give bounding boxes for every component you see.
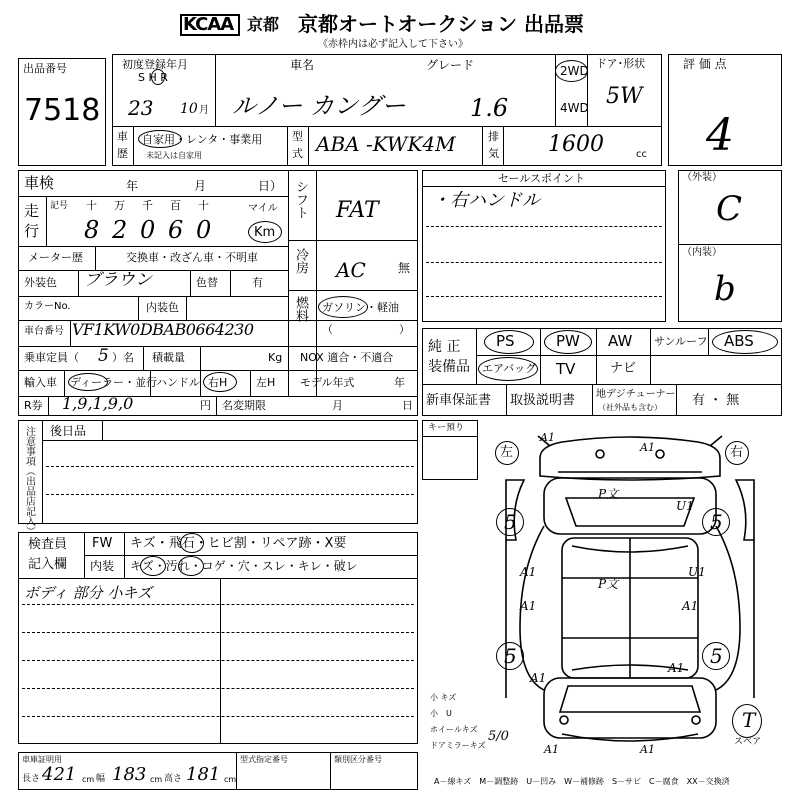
meter-history-label: メーター歴 — [28, 251, 83, 264]
r-ken-label: R券 — [24, 399, 43, 412]
height-value: 181 — [186, 764, 221, 785]
displacement: 1600 — [548, 132, 604, 157]
interior-inspect-label: 内装 — [90, 559, 115, 573]
tire-depth: 5 — [710, 644, 723, 668]
ac-value: AC — [336, 258, 366, 282]
spare-label: スペア — [734, 737, 762, 747]
listing-number: 7518 — [24, 93, 101, 128]
era-circle — [151, 69, 165, 85]
length-value: 421 — [42, 764, 77, 785]
tire-depth: 5 — [504, 644, 517, 668]
grade: 1.6 — [470, 94, 509, 122]
interior-grade-label: （内装） — [682, 247, 722, 258]
capacity-label: 乗車定員（ — [24, 351, 79, 364]
interior-grade: b — [714, 269, 736, 309]
exterior-grade: C — [716, 189, 743, 229]
digit-label: 百 — [170, 199, 181, 212]
dealer-circle — [68, 373, 108, 391]
notes-label: 注意事項（出品店記入） — [23, 426, 35, 536]
damage-mark: A1 — [682, 599, 699, 613]
damage-mark: A1 — [520, 565, 537, 579]
inspector-note: ボディ 部分 小キズ — [24, 584, 153, 602]
model-year-label: モデル年式 — [300, 376, 355, 389]
digital-tuner: 地デジチューナー — [596, 389, 676, 400]
color-no-label: カラーNo. — [24, 301, 71, 312]
ac-none: 無 — [398, 261, 411, 275]
digit-label: 万 — [114, 199, 125, 212]
reg-usage: 自家用・レンタ・事業用 — [142, 133, 263, 146]
damage-mark: A1 — [544, 743, 559, 756]
manual: 取扱説明書 — [510, 393, 576, 408]
equip-pw-circle — [544, 330, 592, 354]
interior-circle-2 — [178, 556, 204, 576]
car-name: ルノー カングー — [232, 92, 406, 120]
mileage-digit: 0 — [196, 216, 212, 244]
right-label-circle — [725, 441, 749, 465]
drive-4wd: 4WD — [560, 101, 589, 115]
equip-ps-circle — [484, 330, 534, 354]
model-year-unit: 年 — [394, 376, 405, 389]
equip-tv: TV — [556, 360, 576, 378]
shaken-year: 年 — [126, 179, 139, 193]
garage-dims-label: 車庫証明用 — [22, 755, 62, 764]
interior-color-label: 内装色 — [146, 301, 179, 314]
fuel-options: ガソリン・軽油 — [322, 301, 399, 314]
damage-mark: A1 — [520, 599, 537, 613]
name-change-label: 名変期限 — [222, 399, 266, 412]
legend-wheel-mark: 5/0 — [488, 729, 509, 744]
meter-options: 交換車・改ざん車・不明車 — [126, 251, 258, 264]
diagram-left-label: 左 — [500, 445, 514, 460]
damage-mark: A1 — [640, 441, 655, 454]
model-label-2: 式 — [292, 147, 303, 160]
left-hand-label: 左H — [256, 376, 276, 389]
name-change-month: 月 — [332, 399, 343, 412]
key-box-label: キー預り — [428, 423, 465, 433]
chassis-number: VF1KW0DBAB0664230 — [72, 320, 254, 339]
legend-wheel: ホイールキズ — [430, 725, 478, 734]
equipment-label-2: 装備品 — [428, 359, 470, 375]
mileage-digit: 8 — [84, 216, 100, 244]
legend-mirror: ドアミラーキズ — [430, 741, 486, 750]
equip-sunroof: サンルーフ — [654, 335, 708, 348]
legend-codes: A－線キズ M－調整跡 U－凹み W－補修跡 S－サビ C－腐食 XX－交換済 — [434, 777, 730, 786]
digit-label: 千 — [142, 199, 153, 212]
length-label: 長さ — [22, 774, 41, 784]
digit-label: 十 — [86, 199, 97, 212]
first-reg-label: 初度登録年月 — [122, 58, 188, 71]
first-reg-month: 10 — [180, 101, 198, 117]
mileage-label-2: 行 — [24, 222, 40, 240]
shift-value: FAT — [336, 198, 379, 223]
width-value: 183 — [112, 764, 147, 785]
damage-mark: U1 — [688, 565, 706, 579]
yes-no: 有 ・ 無 — [692, 393, 740, 408]
tire-circle — [702, 642, 730, 670]
color-change-label: 色替 — [196, 276, 218, 289]
color-change-value: 有 — [252, 276, 263, 289]
category-label: 類別区分番号 — [334, 755, 382, 764]
first-reg-year: 23 — [128, 96, 154, 120]
fw-label: FW — [92, 536, 113, 551]
mileage-digit: 2 — [112, 216, 128, 244]
damage-mark: P文 — [598, 577, 619, 591]
inspector-label-2: 記入欄 — [28, 557, 68, 572]
tire-circle — [496, 508, 524, 536]
equipment-label-1: 純 正 — [428, 339, 461, 355]
usage-circle — [138, 130, 182, 148]
chassis-label: 車台番号 — [24, 326, 64, 337]
car-name-label: 車名 — [290, 58, 315, 72]
shift-label: シフト — [293, 180, 308, 219]
equip-abs-circle — [712, 330, 778, 354]
equip-ps: PS — [496, 332, 515, 350]
spare-mark: T — [742, 708, 756, 732]
left-label-circle — [495, 441, 519, 465]
dealer-label: ディーラー・並行 — [70, 376, 158, 389]
shaken-day: 日） — [258, 179, 283, 193]
capacity: 5 — [98, 346, 109, 366]
km-unit: Km — [254, 225, 276, 240]
length-cm: cm — [82, 775, 95, 784]
tire-circle — [496, 642, 524, 670]
model: ABA -KWK4M — [316, 132, 456, 156]
inspector-label-1: 検査員 — [28, 537, 68, 552]
damage-mark: U1 — [676, 499, 694, 513]
height-label: 高さ — [164, 774, 183, 784]
equip-airbag-circle — [478, 357, 538, 381]
after-fill-label: 後日品 — [50, 424, 87, 438]
sales-label: セールスポイント — [498, 172, 586, 185]
reg-usage-note: 未記入は自家用 — [146, 151, 202, 160]
exterior-color-label: 外装色 — [24, 276, 57, 289]
digital-tuner-note: （社外品も含む） — [598, 403, 662, 412]
door-label: ドア･形状 — [596, 57, 646, 70]
grade-label: グレード — [426, 58, 475, 72]
yen-unit: 円 — [200, 399, 211, 412]
km-circle — [248, 221, 282, 243]
kigou-label: 記号 — [50, 201, 69, 211]
capacity-unit: ）名 — [112, 351, 134, 364]
door-value: 5W — [606, 84, 643, 109]
header-note: 《赤枠内は必ず記入して下さい》 — [318, 39, 468, 50]
mileage-digit: 0 — [140, 216, 156, 244]
mileage-digit: 6 — [168, 216, 184, 244]
warranty: 新車保証書 — [426, 393, 492, 408]
drive-circle — [555, 60, 588, 82]
width-label: 幅 — [96, 774, 106, 784]
disp-label-1: 排 — [488, 130, 499, 143]
score-label: 評 価 点 — [683, 57, 727, 71]
damage-mark: A1 — [540, 431, 555, 444]
spare-circle — [732, 704, 762, 738]
interior-inspect-items: キズ・汚れ・コゲ・穴・スレ・キレ・破レ — [130, 559, 358, 573]
reg-label-1: 車 — [117, 130, 128, 143]
equip-aw: AW — [608, 332, 633, 350]
era-options: S H R — [138, 71, 168, 84]
import-label: 輸入車 — [24, 376, 57, 389]
equip-navi: ナビ — [610, 361, 637, 376]
tire-depth: 5 — [710, 510, 723, 534]
model-label-1: 型 — [292, 130, 303, 143]
cc-unit: cc — [636, 149, 647, 160]
equip-abs: ABS — [724, 332, 754, 350]
fw-items: キズ・飛石・ヒビ割・リペア跡・X要 — [130, 536, 347, 551]
right-hand-circle — [203, 372, 237, 392]
load-label: 積載量 — [152, 351, 185, 364]
tire-depth: 5 — [504, 510, 517, 534]
month-unit: 月 — [199, 105, 209, 116]
fuel-paren: （ ） — [322, 323, 410, 336]
legend-small-scratch: 小 キズ — [430, 693, 457, 702]
mileage-label-1: 走 — [24, 202, 40, 220]
drive-2wd: 2WD — [560, 64, 589, 78]
kg-unit: Kg — [268, 351, 283, 364]
sales-point: ・右ハンドル — [432, 190, 540, 211]
page-title: 京都オートオークション 出品票 — [298, 12, 584, 36]
legend-small-u: 小 U — [430, 709, 452, 718]
damage-mark: P文 — [598, 487, 619, 501]
exterior-color: ブラウン — [84, 270, 152, 290]
height-cm: cm — [224, 775, 237, 784]
r-ken-value: 1,9,1,9,0 — [62, 394, 134, 413]
damage-mark: A1 — [530, 671, 547, 685]
logo-sub: 京都 — [247, 15, 280, 34]
equip-pw: PW — [556, 332, 580, 350]
tire-circle — [702, 508, 730, 536]
designation-label: 型式指定番号 — [240, 755, 288, 764]
logo-text: KCAA — [183, 14, 234, 35]
fuel-circle — [318, 296, 368, 318]
name-change-day: 日 — [402, 399, 413, 412]
exterior-grade-label: （外装） — [682, 172, 722, 183]
listing-number-label: 出品番号 — [23, 62, 67, 75]
nox-label: NOX 適合・不適合 — [300, 351, 394, 364]
disp-label-2: 気 — [488, 147, 499, 160]
diagram-right-label: 右 — [730, 445, 744, 460]
right-hand-label: 右H — [208, 376, 228, 389]
equip-airbag: エアバッグ — [482, 362, 537, 375]
reg-label-2: 歴 — [117, 147, 128, 160]
score: 4 — [706, 110, 734, 161]
interior-circle-1 — [140, 556, 166, 576]
width-cm: cm — [150, 775, 163, 784]
shaken-label: 車検 — [24, 174, 55, 192]
damage-mark: A1 — [640, 743, 655, 756]
ac-label: 冷房 — [293, 248, 308, 274]
digit-label: 十 — [198, 199, 209, 212]
damage-mark: A1 — [668, 661, 685, 675]
digit-label: マイル — [248, 203, 278, 214]
handle-label: ハンドル — [156, 376, 200, 389]
fw-circle — [180, 533, 204, 553]
shaken-month: 月 — [194, 179, 207, 193]
fuel-label: 燃料 — [293, 296, 308, 322]
